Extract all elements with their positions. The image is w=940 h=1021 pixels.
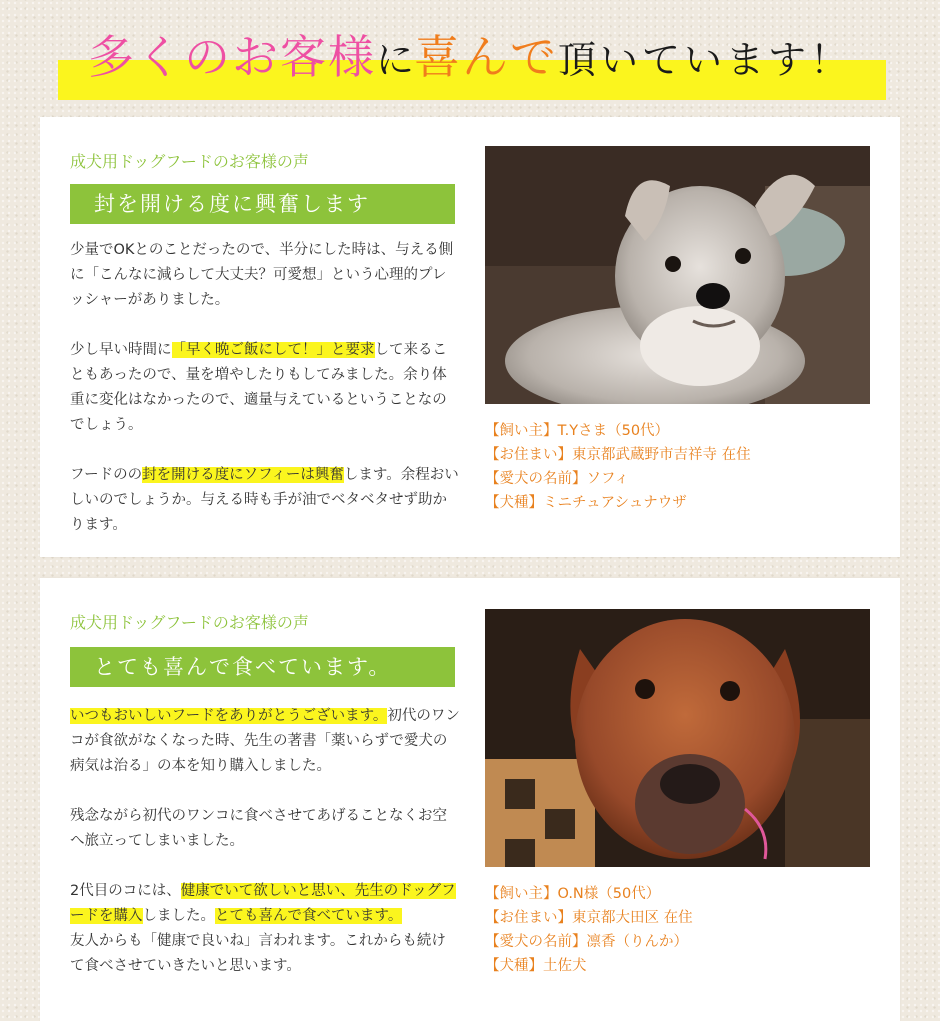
banner-text-part1: 多くのお客様	[87, 30, 376, 84]
body-text: 2代目のコには、	[70, 883, 181, 899]
banner-text-part3: 喜んで	[414, 30, 558, 84]
breed-info: 【犬種】土佐犬	[485, 958, 587, 974]
body-text: フードのの	[70, 467, 143, 483]
residence-info: 【お住まい】東京都大田区 在住	[485, 910, 693, 926]
page-banner	[0, 18, 940, 108]
highlighted-text: 封を開ける度にソフィーは興奮	[142, 467, 344, 483]
dog-photo-tosa	[485, 609, 870, 867]
testimonial-body	[70, 704, 460, 1004]
testimonial-title: とても喜んで食べています。	[70, 647, 455, 687]
dog-name-info: 【愛犬の名前】凛香（りんか）	[485, 934, 688, 950]
dog-name-info: 【愛犬の名前】ソフィ	[485, 471, 629, 487]
banner-text-part4: 頂いています！	[558, 38, 853, 82]
body-text: 少し早い時間に	[70, 342, 172, 358]
dog-profile	[485, 882, 693, 978]
banner-text-part2: に	[375, 38, 414, 82]
highlighted-text: 健康でいて欲しいと思い、先生のドッグフードを購入	[70, 883, 456, 924]
body-text: します。余程おいしいのでしょうか。与える時も手が油でベタベタせず助かります。	[70, 467, 459, 533]
testimonial-label: 成犬用ドッグフードのお客様の声	[70, 613, 309, 632]
testimonial-paragraph: 少量でOKとのことだったので、半分にした時は、与える側に「こんなに減らして大丈夫？可愛想」という心理的プレッシャーがありました。	[70, 242, 454, 308]
highlighted-text: 「早く晩ご飯にして！」と要求	[171, 342, 375, 358]
body-text: しました。	[142, 908, 215, 924]
dog-photo-schnauzer	[485, 146, 870, 404]
highlighted-text: いつもおいしいフードをありがとうございます。	[70, 708, 388, 724]
testimonial-paragraph	[70, 338, 460, 438]
owner-info: 【飼い主】O.N様（50代）	[485, 886, 661, 902]
dog-profile	[485, 419, 751, 515]
testimonial-title: 封を開ける度に興奮します	[70, 184, 455, 224]
body-text: 初代のワンコが食欲がなくなった時、先生の著書「薬いらずで愛犬の病気は治る」の本を知り購入しました。	[70, 708, 460, 774]
highlighted-text: とても喜んで食べています。	[215, 908, 403, 924]
testimonial-paragraph	[70, 879, 460, 929]
testimonial-paragraph: 友人からも「健康で良いね」言われます。これからも続けて食べさせていきたいと思います。	[70, 933, 446, 974]
body-text: して来ることもあったので、量を増やしたりもしてみました。余り体重に変化はなかったので、適量与えているということなのでしょう。	[70, 342, 447, 433]
testimonial-card	[40, 578, 900, 1021]
residence-info: 【お住まい】東京都武蔵野市吉祥寺 在住	[485, 447, 751, 463]
testimonial-body	[70, 238, 460, 563]
owner-info: 【飼い主】T.Yさま（50代）	[485, 423, 670, 439]
testimonial-paragraph	[70, 463, 460, 538]
banner-heading	[0, 22, 940, 103]
testimonial-paragraph: 残念ながら初代のワンコに食べさせてあげることなくお空へ旅立ってしまいました。	[70, 808, 447, 849]
testimonial-paragraph	[70, 704, 460, 779]
testimonial-card	[40, 117, 900, 557]
breed-info: 【犬種】ミニチュアシュナウザ	[485, 495, 687, 511]
testimonial-label: 成犬用ドッグフードのお客様の声	[70, 152, 309, 171]
